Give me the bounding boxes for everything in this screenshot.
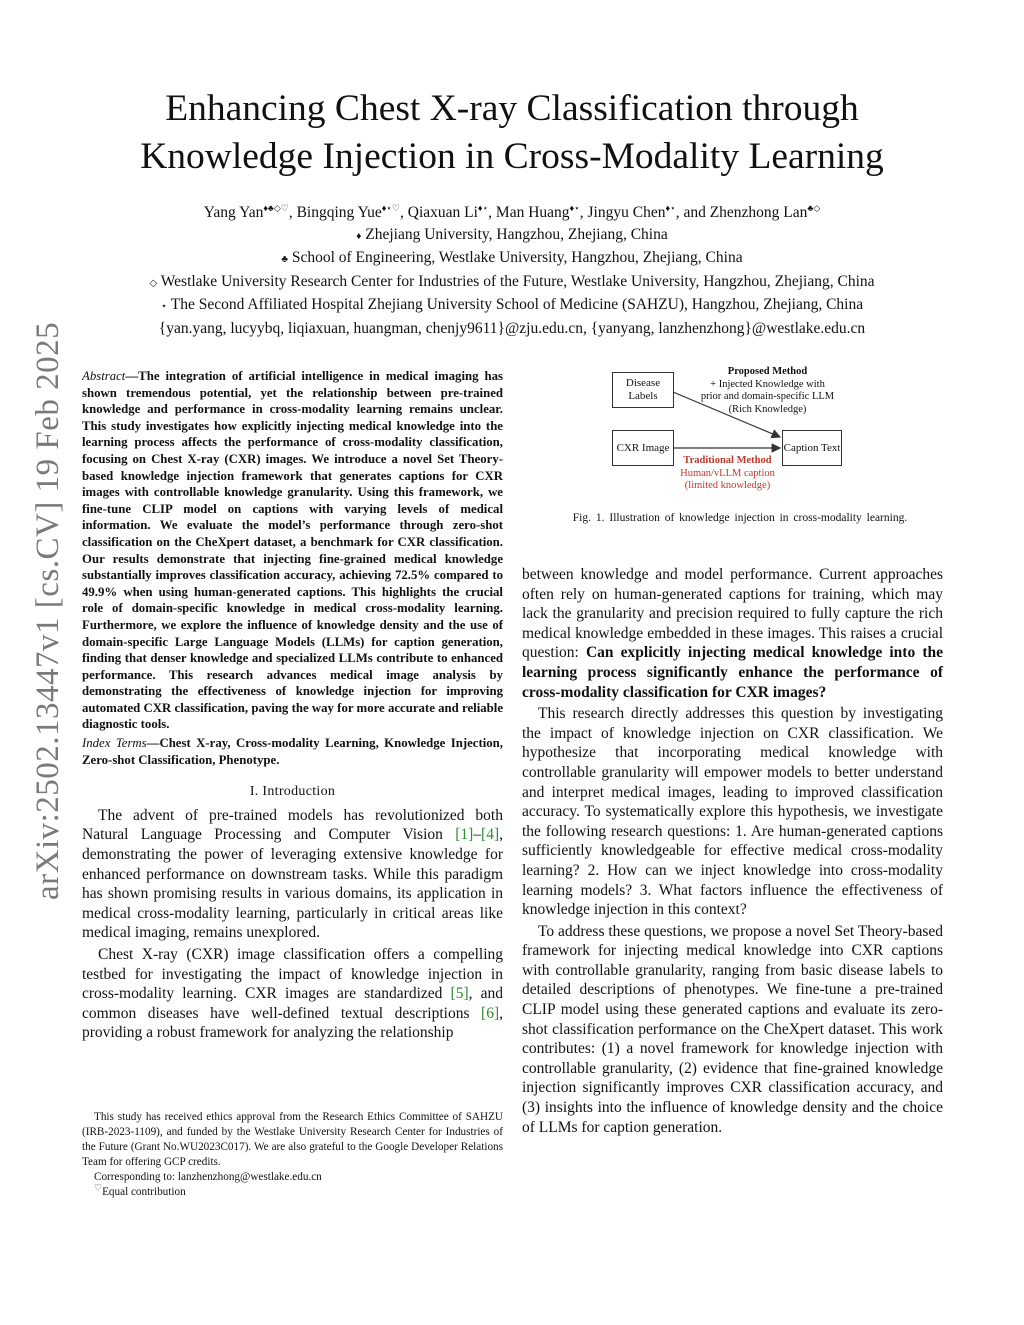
affiliation-symbol: ♣ (281, 254, 288, 265)
paragraph-text: Chest X-ray (CXR) image classification offers a compelling testbed for investigating the impact of knowledge injection in cross-modality learning. CXR images are standardized (82, 946, 503, 1003)
title-line-1: Enhancing Chest X-ray Classification through (165, 88, 859, 129)
box-label: Disease Labels (625, 377, 661, 402)
caption-text-box (782, 430, 842, 466)
paragraph-text: between knowledge and model performance. Current approaches often rely on human-generated captions for training, which may lack the granularity and precision required to fully capture the rich medical knowledge embedded in these images. This raises a crucial question: (522, 566, 943, 662)
affiliation-text: The Second Affiliated Hospital Zhejiang University School of Medicine (SAHZU), Hangzhou, Zhejiang, China (170, 296, 864, 313)
paragraph-text: , providing a robust framework for analyzing the relationship (82, 1004, 503, 1042)
citation-dash: – (473, 826, 482, 844)
index-terms-label: Index Terms (82, 736, 147, 751)
author-marks: ♦⋆ (665, 202, 676, 213)
footnotes (82, 1110, 503, 1200)
affiliation-symbol: ⋆ (160, 301, 168, 312)
author-name: Bingqing Yue (296, 204, 382, 221)
proposed-method-label (685, 366, 850, 416)
citation-link[interactable]: [1] (455, 826, 474, 844)
footnote-text: Equal contribution (102, 1186, 186, 1198)
citation-link[interactable]: [4] (481, 826, 500, 844)
affiliation (60, 294, 964, 318)
paragraph-text: , and common diseases have well-defined textual descriptions (82, 985, 503, 1022)
research-question: Can explicitly injecting medical knowledge into the learning process significantly enhance the performance of cross-modality classification for CXR images? (522, 644, 943, 701)
author-emails: {yan.yang, lucyybq, liqiaxuan, huangman, chenjy9611}@zju.edu.cn, {yanyang, lanzhenzhong}@westlake.edu.cn (158, 319, 866, 337)
figure-caption: Fig. 1. Illustration of knowledge injection in cross-modality learning. (572, 512, 908, 524)
paragraph-text: The advent of pre-trained models has revolutionized both Natural Language Processing and Computer Vision (82, 806, 503, 844)
box-label: Caption Text (783, 441, 841, 454)
author-marks: ♣◇ (807, 202, 821, 213)
affiliation (60, 224, 964, 248)
author-name: Jingyu Chen (587, 204, 666, 221)
paper-title (60, 85, 964, 181)
section-heading: I. Introduction (249, 784, 336, 800)
proposed-line: prior and domain-specific LLM (700, 391, 835, 402)
affiliation-text: School of Engineering, Westlake University, Hangzhou, Zhejiang, China (291, 249, 743, 266)
author-name: Yang Yan (203, 204, 264, 221)
proposed-line: + Injected Knowledge with (710, 378, 825, 390)
index-terms-text: —Chest X-ray, Cross-modality Learning, Knowledge Injection, Zero-shot Classification, Phenotype. (82, 736, 503, 767)
proposed-title: Proposed Method (727, 366, 808, 377)
proposed-line: (Rich Knowledge) (728, 403, 807, 415)
footnote-equal (82, 1182, 503, 1200)
left-column (82, 368, 503, 1043)
footnote-funding: This study has received ethics approval from the Research Ethics Committee of SAHZU (IRB-2023-1109), and funded by the Westlake University Research Center for Industries of the Future (Grant No.WU2023C017). We are also grateful to the Google Developer Relations Team for offering GCP credits. (82, 1111, 503, 1168)
author-block (60, 202, 964, 339)
affiliation-text: Westlake University Research Center for Industries of the Future, Westlake University, Hangzhou, Zhejiang, China (160, 272, 875, 290)
intro-paragraph-2 (82, 945, 503, 1043)
author-marks: ♦⋆♡ (381, 202, 400, 213)
disease-labels-box (612, 372, 674, 408)
right-column (522, 565, 943, 1137)
citation-link[interactable]: [6] (481, 1004, 500, 1022)
author-name: and Zhenzhong Lan (683, 204, 808, 221)
paragraph-text: , demonstrating the power of leveraging extensive knowledge for enhanced performance on downstream tasks. While this paradigm has shown promising results in various domains, its application in medical cross-modality learning, particularly in critical areas like medical imaging, remains unexplored. (82, 826, 503, 942)
title-line-2: Knowledge Injection in Cross-Modality Learning (140, 136, 884, 177)
traditional-line: (limited knowledge) (684, 480, 771, 491)
cxr-image-box (612, 430, 674, 466)
abstract-text: —The integration of artificial intelligence in medical imaging has shown tremendous potential, yet the relationship between pre-trained knowledge and performance in cross-modality learning remains unclear. This study investigates how explicitly injecting medical knowledge into the learning process affects the performance of cross-modality classification, focusing on Chest X-ray (CXR) images. We introduce a novel Set Theory-based knowledge injection framework that generates captions for CXR images with controllable knowledge granularity. Using this framework, we fine-tune CLIP model on captions with varying levels of medical information. We evaluate the model’s performance through zero-shot classification on the CheXpert dataset, a benchmark for CXR classification. Our results demonstrate that injecting fine-grained medical knowledge substantially improves classification accuracy, achieving 72.5% compared to 49.9% when using human-generated captions. This highlights the crucial role of domain-specific knowledge in medical cross-modality learning. Furthermore, we explore the influence of knowledge density and the use of domain-specific Large Language Models (LLMs) for caption generation, finding that denser knowledge and specialized LLMs contribute to enhanced performance. This research advances medical image analysis by demonstrating the effectiveness of knowledge injection for improving automated CXR classification, paving the way for more accurate and reliable diagnostic tools. (82, 369, 503, 732)
right-paragraph-2: This research directly addresses this question by investigating the impact of knowledge injection on CXR classification. We hypothesize that incorporating medical knowledge with controllable granularity will empower models to better understand and interpret medical images, leading to improved classification accuracy. To systematically explore this hypothesis, we investigate the following research questions: 1. Are human-generated captions sufficiently knowledgeable for effective medical cross-modality learning? 2. How can we inject knowledge into cross-modality learning models? 3. What factors influence the effectiveness of knowledge injection in this context? (522, 705, 943, 919)
affiliation-symbol: ♦ (356, 230, 362, 242)
affiliation (60, 247, 964, 271)
footnote-correspondence: Corresponding to: lanzhenzhong@westlake.edu.cn (94, 1171, 322, 1183)
right-paragraph-3: To address these questions, we propose a novel Set Theory-based framework for injecting medical knowledge into CXR captions with controllable granularity, ranging from basic disease labels to detailed descriptions of phenotypes. We fine-tune a pre-trained CLIP model using these generated captions and evaluate its zero-shot classification performance on the CheXpert dataset. This work contributes: (1) a novel framework for knowledge injection with controllable granularity, (2) evidence that fine-grained knowledge injection significantly improves CXR classification accuracy, and (3) insights into the influence of knowledge density and the choice of LLMs for caption generation. (522, 922, 943, 1136)
citation-link[interactable]: [5] (450, 985, 469, 1003)
author-marks: ♦♣◇♡ (263, 202, 289, 213)
author-list: Yang Yan♦♣◇♡, Bingqing Yue♦⋆♡, Qiaxuan Li♦⋆, Man Huang♦⋆, Jingyu Chen♦⋆, and Zhenzhong Lan♣◇ (203, 202, 821, 221)
author-name: Man Huang (495, 204, 570, 221)
index-terms (82, 735, 503, 768)
traditional-method-label (670, 455, 785, 493)
author-marks: ♦⋆ (477, 202, 489, 213)
arxiv-stamp: arXiv:2502.13447v1 [cs.CV] 19 Feb 2025 (30, 321, 66, 900)
affiliation (60, 271, 964, 295)
right-paragraph-1 (522, 565, 943, 702)
intro-paragraph-1 (82, 806, 503, 943)
box-label: CXR Image (616, 441, 670, 454)
figure-1 (600, 362, 860, 492)
author-marks: ♦⋆ (569, 202, 580, 213)
abstract (82, 368, 503, 733)
traditional-title: Traditional Method (683, 455, 772, 466)
abstract-label: Abstract (82, 369, 126, 383)
affiliation-symbol: ◇ (149, 277, 158, 289)
author-name: Qiaxuan Li (407, 204, 478, 221)
affiliation-text: Zhejiang University, Hangzhou, Zhejiang, China (365, 225, 668, 243)
traditional-line: Human/vLLM caption (680, 467, 775, 479)
footnote-symbol: ♡ (94, 1182, 103, 1193)
